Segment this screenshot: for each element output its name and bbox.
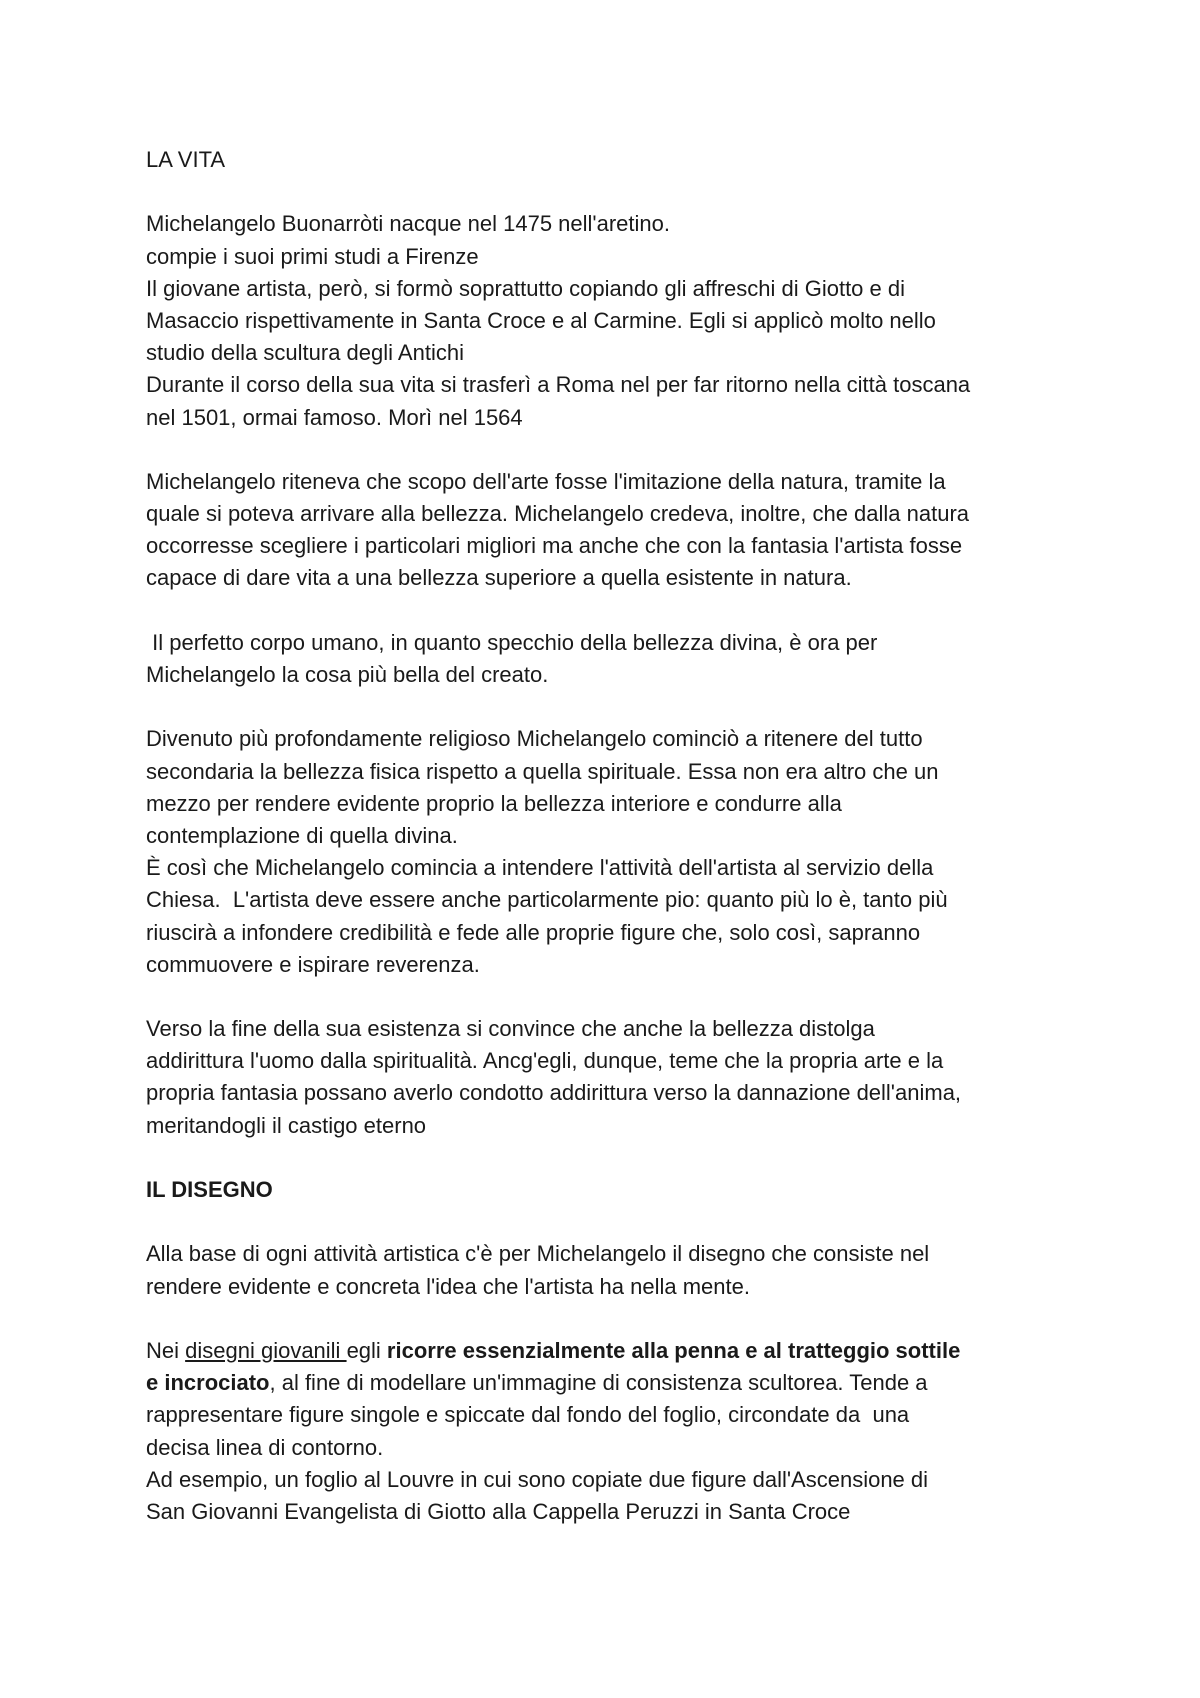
underlined-text: disegni giovanili: [185, 1337, 347, 1363]
text-line: È così che Michelangelo comincia a intendere l'attività dell'artista al servizio della: [146, 855, 934, 881]
paragraph-gap: [146, 1142, 1076, 1174]
paragraph-biography: [146, 208, 1076, 433]
text-line: riuscirà a infondere credibilità e fede alle proprie figure che, solo così, sapranno: [146, 919, 921, 945]
text-line: rendere evidente e concreta l'idea che l'artista ha nella mente.: [146, 1273, 750, 1299]
text-line: Michelangelo la cosa più bella del creato.: [146, 662, 549, 687]
text-line: Divenuto più profondamente religioso Michelangelo cominciò a ritenere del tutto: [146, 726, 923, 752]
paragraph-gap: [146, 691, 1076, 723]
text-line: occorresse scegliere i particolari migliori ma anche che con la fantasia l'artista fosse: [146, 533, 963, 559]
paragraph-gap: [146, 595, 1076, 627]
text-line: contemplazione di quella divina.: [146, 822, 458, 848]
text-line: Ad esempio, un foglio al Louvre in cui sono copiate due figure dall'Ascensione di: [146, 1466, 929, 1492]
text-line: decisa linea di contorno.: [146, 1434, 384, 1460]
text-line: Verso la fine della sua esistenza si convince che anche la bellezza distolga: [146, 1016, 875, 1042]
paragraph-religion: [146, 723, 1076, 981]
text-line: secondaria la bellezza fisica rispetto a quella spirituale. Essa non era altro che un: [146, 758, 939, 784]
text-run: Nei: [146, 1337, 186, 1363]
text-line: Il perfetto corpo umano, in quanto specchio della bellezza divina, è ora per: [146, 629, 878, 655]
paragraph-gap: [146, 176, 1076, 208]
paragraph-early-drawings: [146, 1335, 1076, 1528]
text-line: Michelangelo Buonarròti nacque nel 1475 nell'aretino.: [146, 211, 671, 237]
text-line: studio della scultura degli Antichi: [146, 340, 464, 366]
paragraph-gap: [146, 434, 1076, 466]
text-line: San Giovanni Evangelista di Giotto alla Cappella Peruzzi in Santa Croce: [146, 1498, 851, 1524]
text-line: compie i suoi primi studi a Firenze: [146, 243, 479, 269]
text-line: rappresentare figure singole e spiccate dal fondo del foglio, circondate da una: [146, 1402, 910, 1428]
text-line: capace di dare vita a una bellezza superiore a quella esistente in natura.: [146, 565, 852, 591]
text-line: nel 1501, ormai famoso. Morì nel 1564: [146, 404, 523, 430]
text-run: , al fine di modellare un'immagine di consistenza scultorea. Tende a: [269, 1370, 928, 1396]
document-body: [146, 144, 1076, 1528]
paragraph-human-body: [146, 627, 1076, 691]
paragraph-gap: [146, 1206, 1076, 1238]
paragraph-drawing-base: [146, 1238, 1076, 1302]
section-heading-il-disegno: IL DISEGNO: [146, 1177, 273, 1202]
paragraph-gap: [146, 981, 1076, 1013]
text-line: Masaccio rispettivamente in Santa Croce e al Carmine. Egli si applicò molto nello: [146, 307, 936, 333]
text-line: [146, 1367, 1076, 1399]
text-line: propria fantasia possano averlo condotto addirittura verso la dannazione dell'anima,: [146, 1080, 962, 1106]
text-line: Chiesa. L'artista deve essere anche particolarmente pio: quanto più lo è, tanto più: [146, 887, 948, 913]
text-line: commuovere e ispirare reverenza.: [146, 951, 480, 977]
text-line: Durante il corso della sua vita si trasferì a Roma nel per far ritorno nella città toscana: [146, 372, 971, 398]
bold-text: e incrociato: [146, 1370, 270, 1396]
text-line: Alla base di ogni attività artistica c'è per Michelangelo il disegno che consiste nel: [146, 1241, 930, 1267]
paragraph-late-life: [146, 1013, 1076, 1142]
text-line: mezzo per rendere evidente proprio la bellezza interiore e condurre alla: [146, 790, 842, 816]
text-run: egli: [346, 1337, 387, 1363]
paragraph-art-nature: [146, 466, 1076, 595]
text-line: addirittura l'uomo dalla spiritualità. Ancg'egli, dunque, teme che la propria arte e la: [146, 1048, 944, 1074]
section-heading-la-vita: LA VITA: [146, 147, 226, 172]
paragraph-gap: [146, 1303, 1076, 1335]
text-line: Michelangelo riteneva che scopo dell'arte fosse l'imitazione della natura, tramite la: [146, 468, 946, 494]
text-line: quale si poteva arrivare alla bellezza. Michelangelo credeva, inoltre, che dalla natura: [146, 501, 970, 527]
text-line: meritandogli il castigo eterno: [146, 1112, 427, 1138]
text-line: Il giovane artista, però, si formò soprattutto copiando gli affreschi di Giotto e di: [146, 275, 905, 301]
bold-text: ricorre essenzialmente alla penna e al tratteggio sottile: [386, 1337, 961, 1363]
text-line: [146, 1335, 1076, 1367]
